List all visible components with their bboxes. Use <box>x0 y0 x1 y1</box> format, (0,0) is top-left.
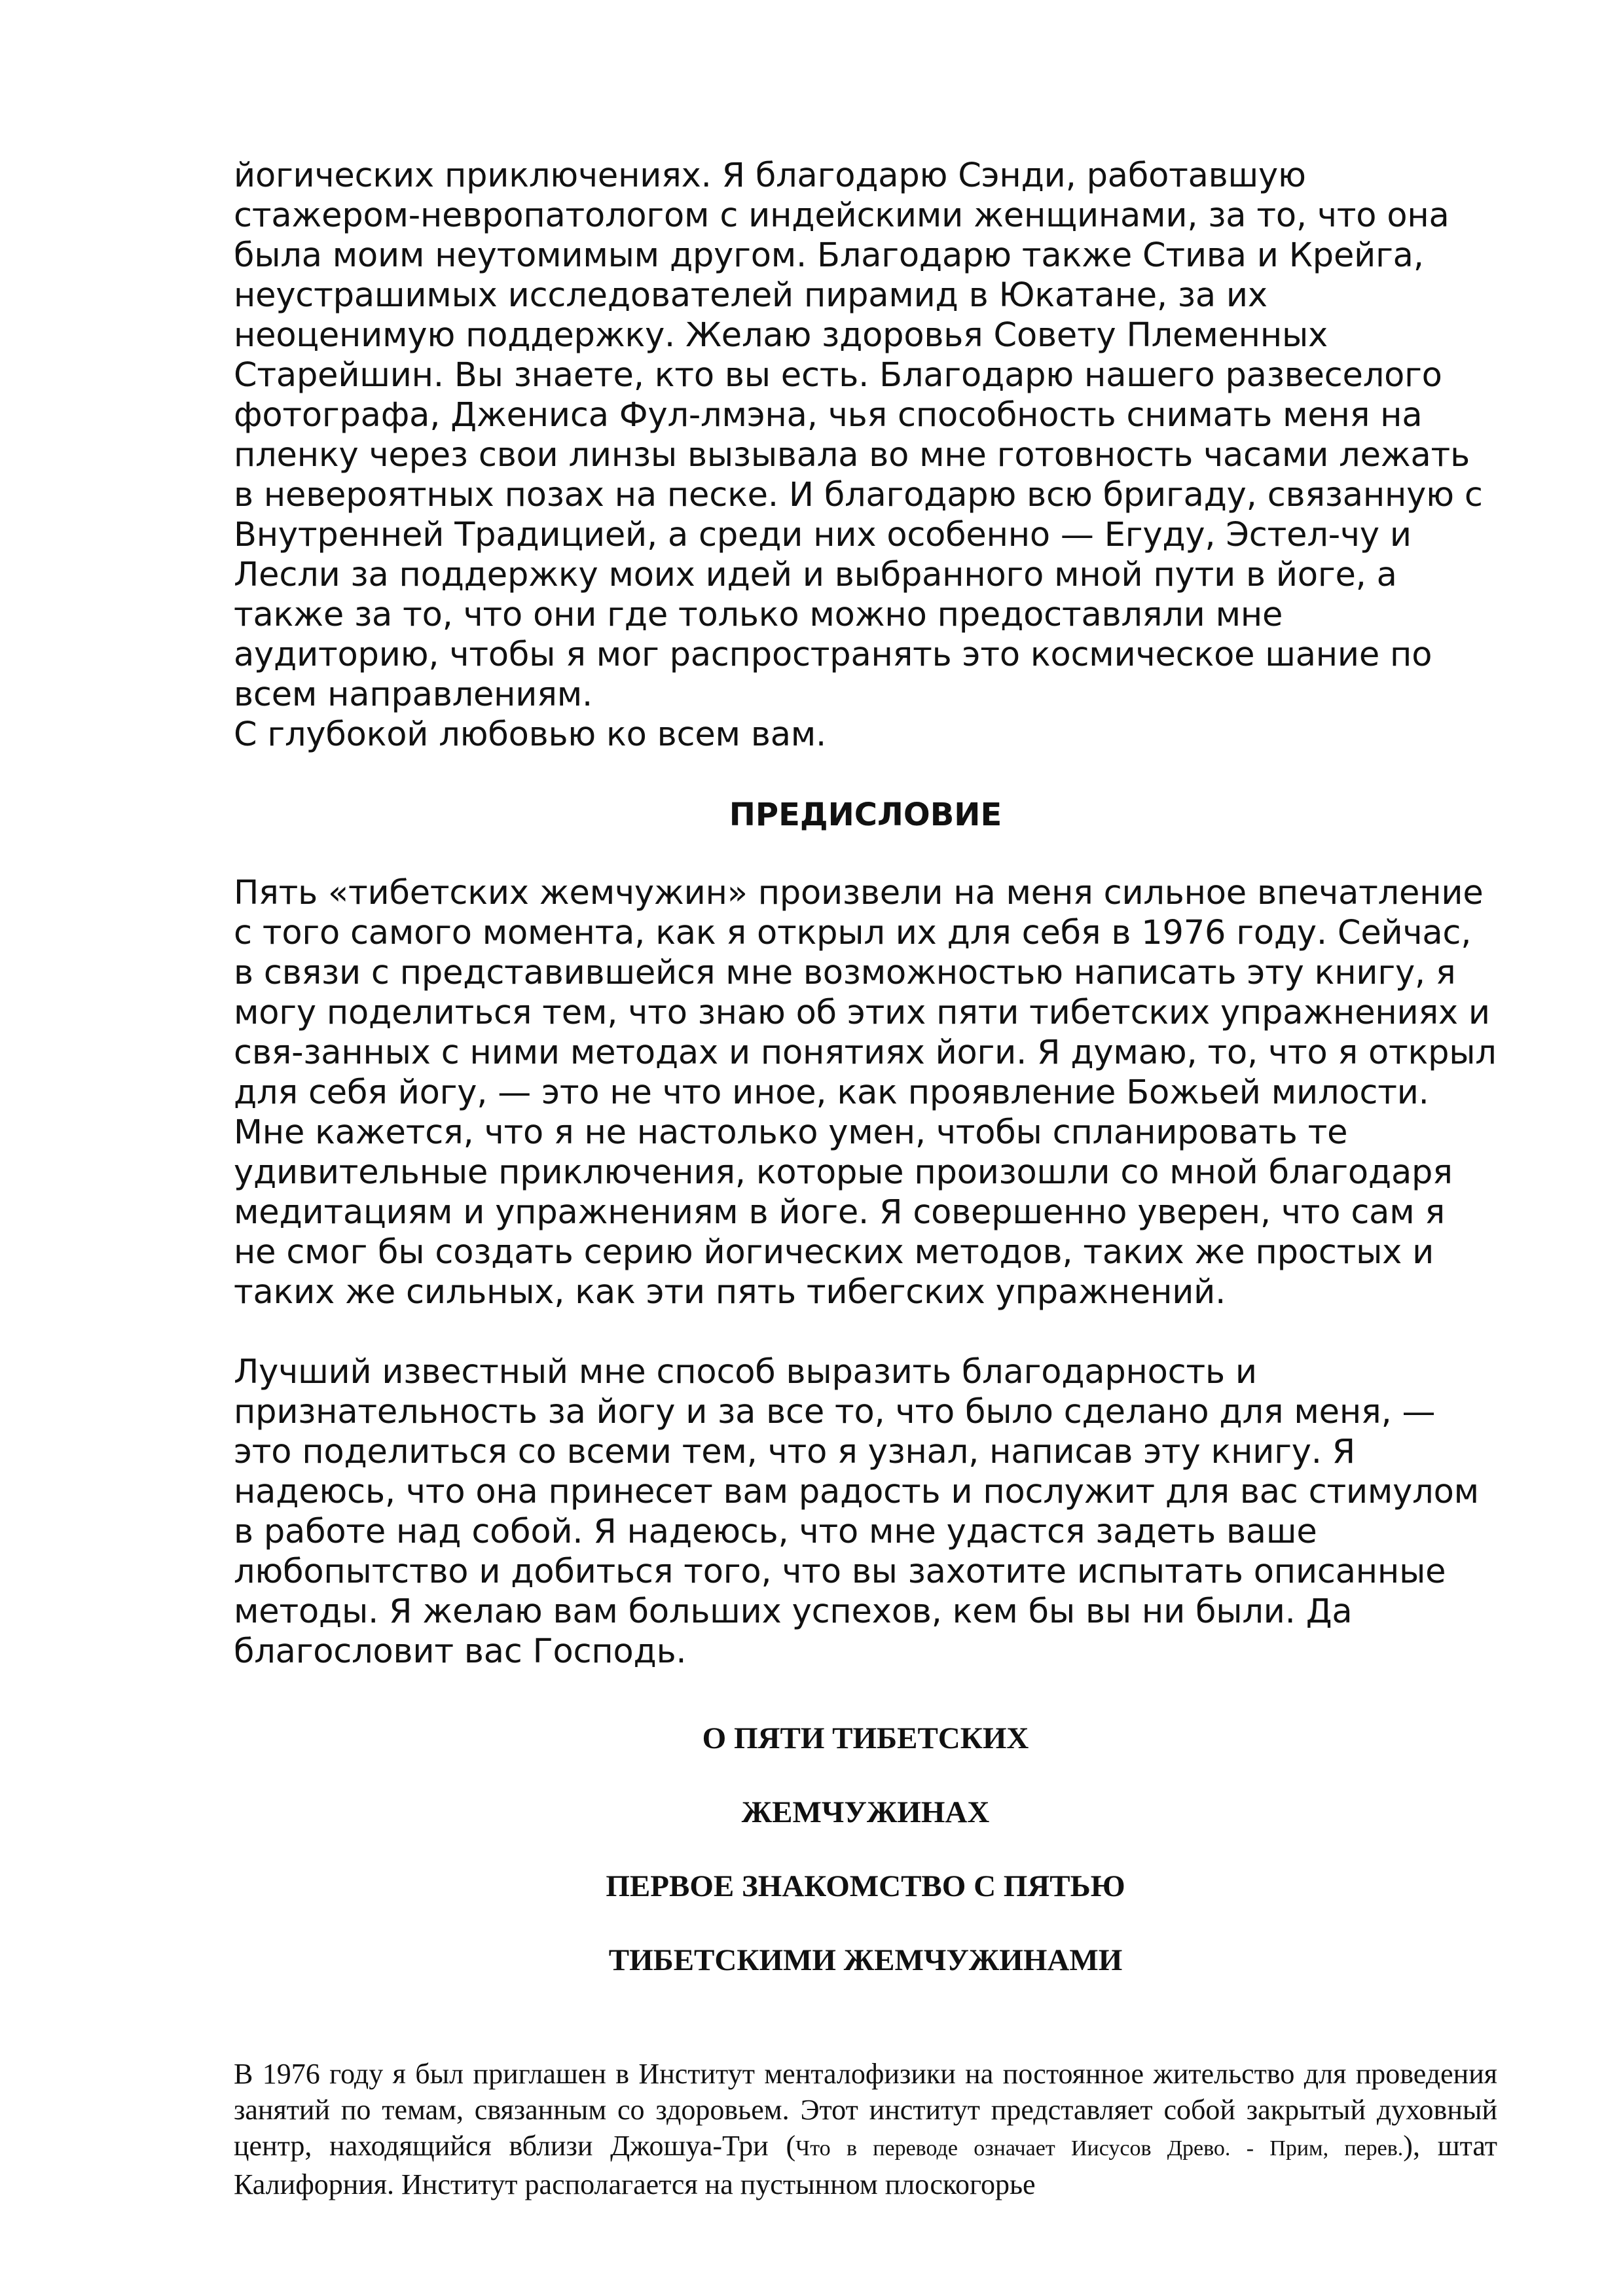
chapter-heading-line-2: ЖЕМЧУЖИНАХ <box>741 1795 990 1829</box>
body-paragraph <box>234 2056 1497 2202</box>
body-text-before-note: В 1976 году я был приглашен в Институт менталофизики на постоянное жительство для проведения занятий по темам, связанным со здоровьем. Этот институт представляет собой закрытый духовный центр, находящийся вблизи Джошуа-Три ( <box>234 2058 1497 2162</box>
closing-line: С глубокой любовью ко всем вам. <box>234 715 827 754</box>
document-page <box>234 156 1497 2231</box>
preface-section <box>234 873 1497 1672</box>
subchapter-heading-line-2: ТИБЕТСКИМИ ЖЕМЧУЖИНАМИ <box>608 1943 1123 1977</box>
chapter-heading-line-1: О ПЯТИ ТИБЕТСКИХ <box>702 1721 1029 1755</box>
translator-note: Что в переводе означает Иисусов Древо. - Прим, перев. <box>795 2136 1404 2161</box>
chapter-headings <box>234 1720 1497 1979</box>
preface-paragraph-2: Лучший известный мне способ выразить благодарность и признательность за йогу и за все то, что было сделано для меня, — это поделиться со всеми тем, что я узнал, написав эту книгу. Я надеюсь, что она принесет вам радость и послужит для вас стимулом в работе над собой. Я надеюсь, что мне удастся задеть ваше любопытство и добиться того, что вы захотите испытать описанные методы. Я желаю вам больших успехов, кем бы вы ни были. Да благословит вас Господь. <box>234 1353 1479 1671</box>
subchapter-heading-line-1: ПЕРВОЕ ЗНАКОМСТВО С ПЯТЬЮ <box>606 1869 1125 1903</box>
acknowledgements-paragraph: йогических приключениях. Я благодарю Сэнди, работавшую стажером-невропатологом с индейскими женщинами, за то, что она была моим неутомимым другом. Благодарю также Стива и Крейга, неустрашимых исследователей пирамид в Юкатане, за их неоценимую поддержку. Желаю здоровья Совету Племенных Старейшин. Вы знаете, кто вы есть. Благодарю нашего развеселого фотографа, Джениса Фул-лмэна, чья способность снимать меня на пленку через свои линзы вызывала во мне готовность часами лежать в невероятных позах на песке. И благодарю всю бригаду, связанную с Внутренней Традицией, а среди них особенно — Егуду, Эстел-чу и Лесли за поддержку моих идей и выбранного мной пути в йоге, а также за то, что они где только можно предоставляли мне аудиторию, чтобы я мог распространять это космическое шание по всем направлениям. <box>234 156 1483 714</box>
preface-paragraph-1: Пять «тибетских жемчужин» произвели на меня сильное впечатление с того самого момента, как я открыл их для себя в 1976 году. Сейчас, в связи с представившейся мне возможностью написать эту книгу, я могу поделиться тем, что знаю об этих пяти тибетских упражнениях и свя-занных с ними методах и понятиях йоги. Я думаю, то, что я открыл для себя йогу, — это не что иное, как проявление Божьей милости. Мне кажется, что я не настолько умен, чтобы спланировать те удивительные приключения, которые произошли со мной благодаря медитациям и упражнениям в йоге. Я совершенно уверен, что сам я не смог бы создать серию йогических методов, таких же простых и таких же сильных, как эти пять тибегских упражнений. <box>234 874 1497 1312</box>
acknowledgements-section <box>234 156 1497 755</box>
body-text-after-note: ), штат Калифорния. Институт располагается на пустынном плоскогорье <box>234 2130 1498 2200</box>
preface-title: ПРЕДИСЛОВИЕ <box>729 797 1002 833</box>
